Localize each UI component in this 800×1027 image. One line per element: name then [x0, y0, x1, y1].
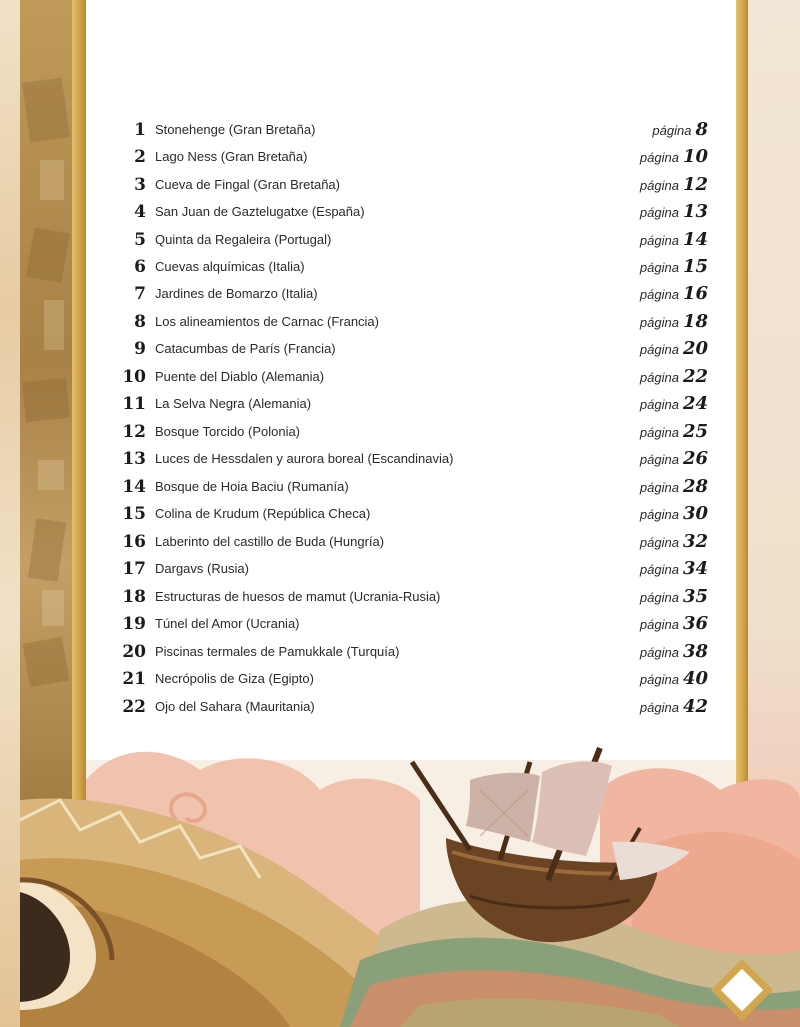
page-word: página: [639, 562, 679, 577]
entry-title: Bosque Torcido (Polonia): [155, 424, 301, 439]
page-word: página: [639, 260, 679, 275]
entry-title: Lago Ness (Gran Bretaña): [155, 149, 308, 164]
entry-title: Cuevas alquímicas (Italia): [155, 259, 305, 274]
page-number: 24: [682, 393, 708, 414]
entry-title: Piscinas termales de Pamukkale (Turquía): [155, 644, 400, 659]
entry-title: Ojo del Sahara (Mauritania): [155, 699, 315, 714]
page-number: 25: [682, 421, 708, 442]
page-word: página: [639, 452, 679, 467]
page-word: página: [652, 123, 692, 138]
entry-number: 16: [122, 532, 146, 552]
entry-title: Laberinto del castillo de Buda (Hungría): [155, 534, 385, 549]
page-number: 35: [682, 586, 708, 607]
entry-number: 10: [122, 367, 146, 387]
page-word: página: [639, 700, 679, 715]
entry-title: Estructuras de huesos de mamut (Ucrania-Rusia): [155, 589, 441, 604]
page-word: página: [639, 178, 679, 193]
page-word: página: [639, 645, 679, 660]
page-number: 15: [682, 256, 708, 277]
page-number: 20: [682, 338, 708, 359]
page-number: 16: [682, 283, 708, 304]
entry-number: 21: [122, 669, 146, 689]
page-word: página: [639, 205, 679, 220]
entry-title: Catacumbas de París (Francia): [155, 341, 336, 356]
entry-number: 19: [122, 614, 146, 634]
entry-number: 1: [134, 120, 146, 140]
page-number: 34: [682, 558, 708, 579]
page-word: página: [639, 480, 679, 495]
entry-title: La Selva Negra (Alemania): [155, 396, 312, 411]
page-number: 13: [682, 201, 708, 222]
entry-number: 22: [122, 697, 146, 717]
entry-number: 14: [122, 477, 146, 497]
entry-number: 3: [134, 175, 146, 195]
entry-number: 12: [122, 422, 146, 442]
entry-number: 4: [134, 202, 146, 222]
page-word: página: [639, 315, 679, 330]
page-number: 38: [682, 641, 708, 662]
page-word: página: [639, 425, 679, 440]
page-number: 14: [682, 229, 708, 250]
entry-title: San Juan de Gaztelugatxe (España): [155, 204, 365, 219]
page-word: página: [639, 287, 679, 302]
page-number: 10: [682, 146, 708, 167]
entry-title: Los alineamientos de Carnac (Francia): [155, 314, 379, 329]
entry-title: Bosque de Hoia Baciu (Rumanía): [155, 479, 349, 494]
page-number: 42: [682, 696, 708, 717]
page-number: 40: [682, 668, 708, 689]
page-number: 36: [682, 613, 708, 634]
entry-number: 17: [122, 559, 146, 579]
entry-number: 11: [122, 394, 146, 414]
page-number: 26: [682, 448, 708, 469]
entry-number: 20: [122, 642, 146, 662]
entry-title: Stonehenge (Gran Bretaña): [155, 122, 316, 137]
entry-number: 15: [122, 504, 146, 524]
entry-number: 9: [134, 339, 146, 359]
entry-number: 5: [134, 230, 146, 250]
page-word: página: [639, 370, 679, 385]
entry-title: Dargavs (Rusia): [155, 561, 249, 576]
entry-number: 13: [122, 449, 146, 469]
entry-title: Quinta da Regaleira (Portugal): [155, 232, 332, 247]
page-word: página: [639, 233, 679, 248]
entry-title: Túnel del Amor (Ucrania): [155, 616, 300, 631]
page-number: 22: [682, 366, 708, 387]
entry-number: 18: [122, 587, 146, 607]
page-word: página: [639, 672, 679, 687]
entry-title: Necrópolis de Giza (Egipto): [155, 671, 314, 686]
entry-title: Colina de Krudum (República Checa): [155, 506, 371, 521]
entry-title: Jardines de Bomarzo (Italia): [155, 286, 318, 301]
page-word: página: [639, 342, 679, 357]
page-number: 12: [682, 174, 708, 195]
page-word: página: [639, 150, 679, 165]
page-number: 8: [695, 119, 708, 140]
page-word: página: [639, 535, 679, 550]
page-number: 18: [682, 311, 708, 332]
page-number: 28: [682, 476, 708, 497]
entry-number: 7: [134, 284, 146, 304]
page-word: página: [639, 590, 679, 605]
page-number: 30: [682, 503, 708, 524]
entry-title: Luces de Hessdalen y aurora boreal (Escandinavia): [155, 451, 454, 466]
page-word: página: [639, 507, 679, 522]
entry-number: 6: [134, 257, 146, 277]
page-number: 32: [682, 531, 708, 552]
entry-title: Cueva de Fingal (Gran Bretaña): [155, 177, 340, 192]
page-word: página: [639, 617, 679, 632]
page-word: página: [639, 397, 679, 412]
entry-number: 2: [134, 147, 146, 167]
entry-title: Puente del Diablo (Alemania): [155, 369, 325, 384]
entry-number: 8: [134, 312, 146, 332]
